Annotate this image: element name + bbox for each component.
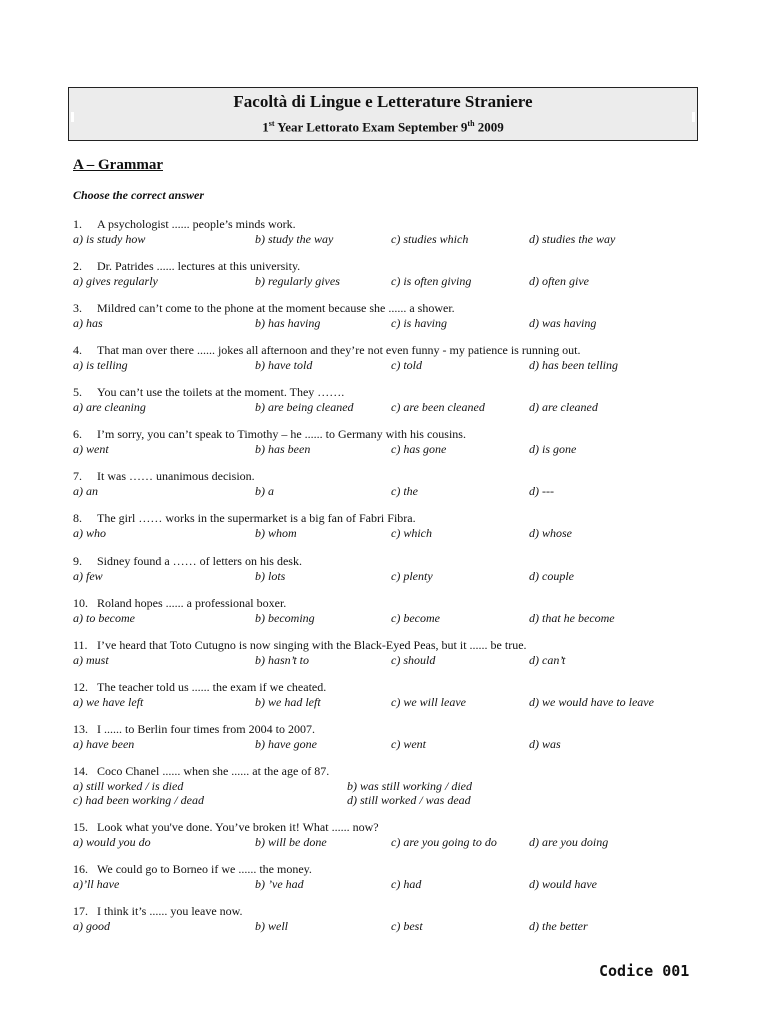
answer-options bbox=[73, 779, 713, 807]
question-11 bbox=[73, 638, 713, 668]
option-a[interactable]: a) few bbox=[73, 569, 103, 583]
option-b[interactable]: b) ’ve had bbox=[255, 877, 304, 891]
answer-options bbox=[73, 653, 713, 668]
option-d[interactable]: d) we would have to leave bbox=[529, 695, 654, 709]
option-a[interactable]: a) must bbox=[73, 653, 109, 667]
question-9 bbox=[73, 554, 713, 584]
question-8 bbox=[73, 511, 713, 541]
option-a[interactable]: a) has bbox=[73, 316, 103, 330]
option-c[interactable]: c) we will leave bbox=[391, 695, 466, 709]
question-15 bbox=[73, 820, 713, 850]
option-b[interactable]: b) are being cleaned bbox=[255, 400, 354, 414]
option-d[interactable]: d) would have bbox=[529, 877, 597, 891]
option-d[interactable]: d) are cleaned bbox=[529, 400, 598, 414]
question-number: 17. bbox=[73, 904, 88, 918]
section-title: A – Grammar bbox=[73, 157, 163, 173]
question-6 bbox=[73, 427, 713, 457]
option-c[interactable]: c) told bbox=[391, 358, 422, 372]
question-number: 14. bbox=[73, 764, 88, 778]
answer-options bbox=[73, 232, 713, 247]
question-number: 7. bbox=[73, 469, 82, 483]
question-text: Coco Chanel ...... when she ...... at the age of 87. bbox=[97, 764, 330, 778]
question-stem bbox=[73, 820, 713, 835]
question-stem bbox=[73, 259, 713, 274]
question-14 bbox=[73, 764, 713, 807]
question-number: 6. bbox=[73, 427, 82, 441]
answer-options bbox=[73, 877, 713, 892]
question-7 bbox=[73, 469, 713, 499]
question-number: 3. bbox=[73, 301, 82, 315]
question-number: 13. bbox=[73, 722, 88, 736]
question-stem bbox=[73, 511, 713, 526]
question-stem bbox=[73, 596, 713, 611]
option-c[interactable]: c) the bbox=[391, 484, 418, 498]
question-text: The girl …… works in the supermarket is a big fan of Fabri Fibra. bbox=[97, 511, 416, 525]
option-c[interactable]: c) studies which bbox=[391, 232, 469, 246]
question-1 bbox=[73, 217, 713, 247]
option-a[interactable]: a) good bbox=[73, 919, 110, 933]
answer-options bbox=[73, 442, 713, 457]
question-number: 10. bbox=[73, 596, 88, 610]
question-text: I’m sorry, you can’t speak to Timothy – he ...... to Germany with his cousins. bbox=[97, 427, 466, 441]
option-c[interactable]: c) become bbox=[391, 611, 440, 625]
option-d[interactable]: d) that he become bbox=[529, 611, 615, 625]
question-13 bbox=[73, 722, 713, 752]
option-c[interactable]: c) went bbox=[391, 737, 426, 751]
option-a[interactable]: a) is telling bbox=[73, 358, 128, 372]
question-text: I ...... to Berlin four times from 2004 to 2007. bbox=[97, 722, 315, 736]
option-c[interactable]: c) should bbox=[391, 653, 436, 667]
question-stem bbox=[73, 469, 713, 484]
answer-options bbox=[73, 400, 713, 415]
option-c[interactable]: c) is having bbox=[391, 316, 447, 330]
option-c[interactable]: c) had been working / dead bbox=[73, 793, 204, 807]
answer-options bbox=[73, 316, 713, 331]
option-b[interactable]: b) well bbox=[255, 919, 288, 933]
option-d[interactable]: d) --- bbox=[529, 484, 554, 498]
option-c[interactable]: c) which bbox=[391, 526, 432, 540]
question-stem bbox=[73, 427, 713, 442]
option-d[interactable]: d) studies the way bbox=[529, 232, 616, 246]
option-b[interactable]: b) hasn’t to bbox=[255, 653, 309, 667]
option-a[interactable]: a) we have left bbox=[73, 695, 144, 709]
answer-options bbox=[73, 358, 713, 373]
option-b[interactable]: b) was still working / died bbox=[347, 779, 473, 793]
question-number: 1. bbox=[73, 217, 82, 231]
question-text: Look what you've done. You’ve broken it! What ...... now? bbox=[97, 820, 379, 834]
option-b[interactable]: b) regularly gives bbox=[255, 274, 340, 288]
option-a[interactable]: a)’ll have bbox=[73, 877, 120, 891]
option-c[interactable]: c) best bbox=[391, 919, 423, 933]
question-text: I think it’s ...... you leave now. bbox=[97, 904, 243, 918]
question-10 bbox=[73, 596, 713, 626]
question-number: 8. bbox=[73, 511, 82, 525]
option-b[interactable]: b) has having bbox=[255, 316, 321, 330]
question-12 bbox=[73, 680, 713, 710]
option-a[interactable]: a) went bbox=[73, 442, 109, 456]
option-d[interactable]: d) has been telling bbox=[529, 358, 618, 372]
question-number: 4. bbox=[73, 343, 82, 357]
faculty-title: Facoltà di Lingue e Letterature Straniere bbox=[233, 92, 533, 111]
answer-options bbox=[73, 526, 713, 541]
question-number: 9. bbox=[73, 554, 82, 568]
option-c[interactable]: c) are you going to do bbox=[391, 835, 497, 849]
question-stem bbox=[73, 862, 713, 877]
option-a[interactable]: a) gives regularly bbox=[73, 274, 158, 288]
question-number: 12. bbox=[73, 680, 88, 694]
question-stem bbox=[73, 385, 713, 400]
option-c[interactable]: c) had bbox=[391, 877, 422, 891]
question-number: 2. bbox=[73, 259, 82, 273]
option-a[interactable]: a) would you do bbox=[73, 835, 151, 849]
option-a[interactable]: a) who bbox=[73, 526, 106, 540]
option-a[interactable]: a) have been bbox=[73, 737, 135, 751]
question-16 bbox=[73, 862, 713, 892]
answer-options bbox=[73, 274, 713, 289]
option-d[interactable]: d) can’t bbox=[529, 653, 566, 667]
option-c[interactable]: c) plenty bbox=[391, 569, 433, 583]
answer-options bbox=[73, 835, 713, 850]
question-stem bbox=[73, 638, 713, 653]
question-text: Sidney found a …… of letters on his desk. bbox=[97, 554, 302, 568]
question-stem bbox=[73, 904, 713, 919]
question-text: We could go to Borneo if we ...... the money. bbox=[97, 862, 312, 876]
option-a[interactable]: a) are cleaning bbox=[73, 400, 146, 414]
option-a[interactable]: a) is study how bbox=[73, 232, 146, 246]
question-number: 16. bbox=[73, 862, 88, 876]
question-4 bbox=[73, 343, 713, 373]
option-d[interactable]: d) couple bbox=[529, 569, 574, 583]
answer-options bbox=[73, 919, 713, 934]
question-17 bbox=[73, 904, 713, 934]
option-c[interactable]: c) is often giving bbox=[391, 274, 472, 288]
question-text: It was …… unanimous decision. bbox=[97, 469, 255, 483]
question-stem bbox=[73, 343, 713, 358]
question-number: 5. bbox=[73, 385, 82, 399]
question-number: 11. bbox=[73, 638, 88, 652]
option-d[interactable]: d) the better bbox=[529, 919, 588, 933]
option-d[interactable]: d) whose bbox=[529, 526, 572, 540]
option-c[interactable]: c) has gone bbox=[391, 442, 447, 456]
option-d[interactable]: d) still worked / was dead bbox=[347, 793, 471, 807]
question-stem bbox=[73, 554, 713, 569]
option-d[interactable]: d) are you doing bbox=[529, 835, 609, 849]
option-b[interactable]: b) we had left bbox=[255, 695, 321, 709]
option-d[interactable]: d) was having bbox=[529, 316, 597, 330]
answer-options bbox=[73, 695, 713, 710]
option-a[interactable]: a) still worked / is died bbox=[73, 779, 184, 793]
question-text: Dr. Patrides ...... lectures at this university. bbox=[97, 259, 301, 273]
question-text: A psychologist ...... people’s minds work. bbox=[97, 217, 296, 231]
question-text: Roland hopes ...... a professional boxer. bbox=[97, 596, 287, 610]
answer-options bbox=[73, 737, 713, 752]
option-a[interactable]: a) to become bbox=[73, 611, 135, 625]
question-text: I’ve heard that Toto Cutugno is now singing with the Black-Eyed Peas, but it ...... be true. bbox=[97, 638, 527, 652]
option-c[interactable]: c) are been cleaned bbox=[391, 400, 485, 414]
question-stem bbox=[73, 680, 713, 695]
question-text: That man over there ...... jokes all afternoon and they’re not even funny - my patience is running out. bbox=[97, 343, 581, 357]
option-d[interactable]: d) often give bbox=[529, 274, 589, 288]
option-b[interactable]: b) study the way bbox=[255, 232, 334, 246]
question-stem bbox=[73, 301, 713, 316]
option-b[interactable]: b) will be done bbox=[255, 835, 327, 849]
option-d[interactable]: d) was bbox=[529, 737, 561, 751]
question-text: The teacher told us ...... the exam if we cheated. bbox=[97, 680, 327, 694]
answer-options bbox=[73, 569, 713, 584]
question-2 bbox=[73, 259, 713, 289]
answer-options bbox=[73, 611, 713, 626]
answer-options bbox=[73, 484, 713, 499]
question-text: Mildred can’t come to the phone at the moment because she ...... a shower. bbox=[97, 301, 455, 315]
header-box bbox=[68, 87, 698, 141]
exam-subtitle: 1st Year Lettorato Exam September 9th 2009 bbox=[262, 119, 504, 135]
option-b[interactable]: b) a bbox=[255, 484, 274, 498]
exam-code: Codice 001 bbox=[599, 962, 690, 980]
option-b[interactable]: b) whom bbox=[255, 526, 297, 540]
option-b[interactable]: b) becoming bbox=[255, 611, 315, 625]
question-stem bbox=[73, 722, 713, 737]
option-b[interactable]: b) has been bbox=[255, 442, 311, 456]
question-number: 15. bbox=[73, 820, 88, 834]
question-stem bbox=[73, 217, 713, 232]
question-stem bbox=[73, 764, 713, 779]
instruction-text: Choose the correct answer bbox=[73, 188, 205, 202]
option-a[interactable]: a) an bbox=[73, 484, 98, 498]
option-b[interactable]: b) lots bbox=[255, 569, 286, 583]
option-b[interactable]: b) have gone bbox=[255, 737, 317, 751]
question-5 bbox=[73, 385, 713, 415]
option-b[interactable]: b) have told bbox=[255, 358, 313, 372]
option-d[interactable]: d) is gone bbox=[529, 442, 577, 456]
question-text: You can’t use the toilets at the moment. They ……. bbox=[97, 385, 345, 399]
question-3 bbox=[73, 301, 713, 331]
